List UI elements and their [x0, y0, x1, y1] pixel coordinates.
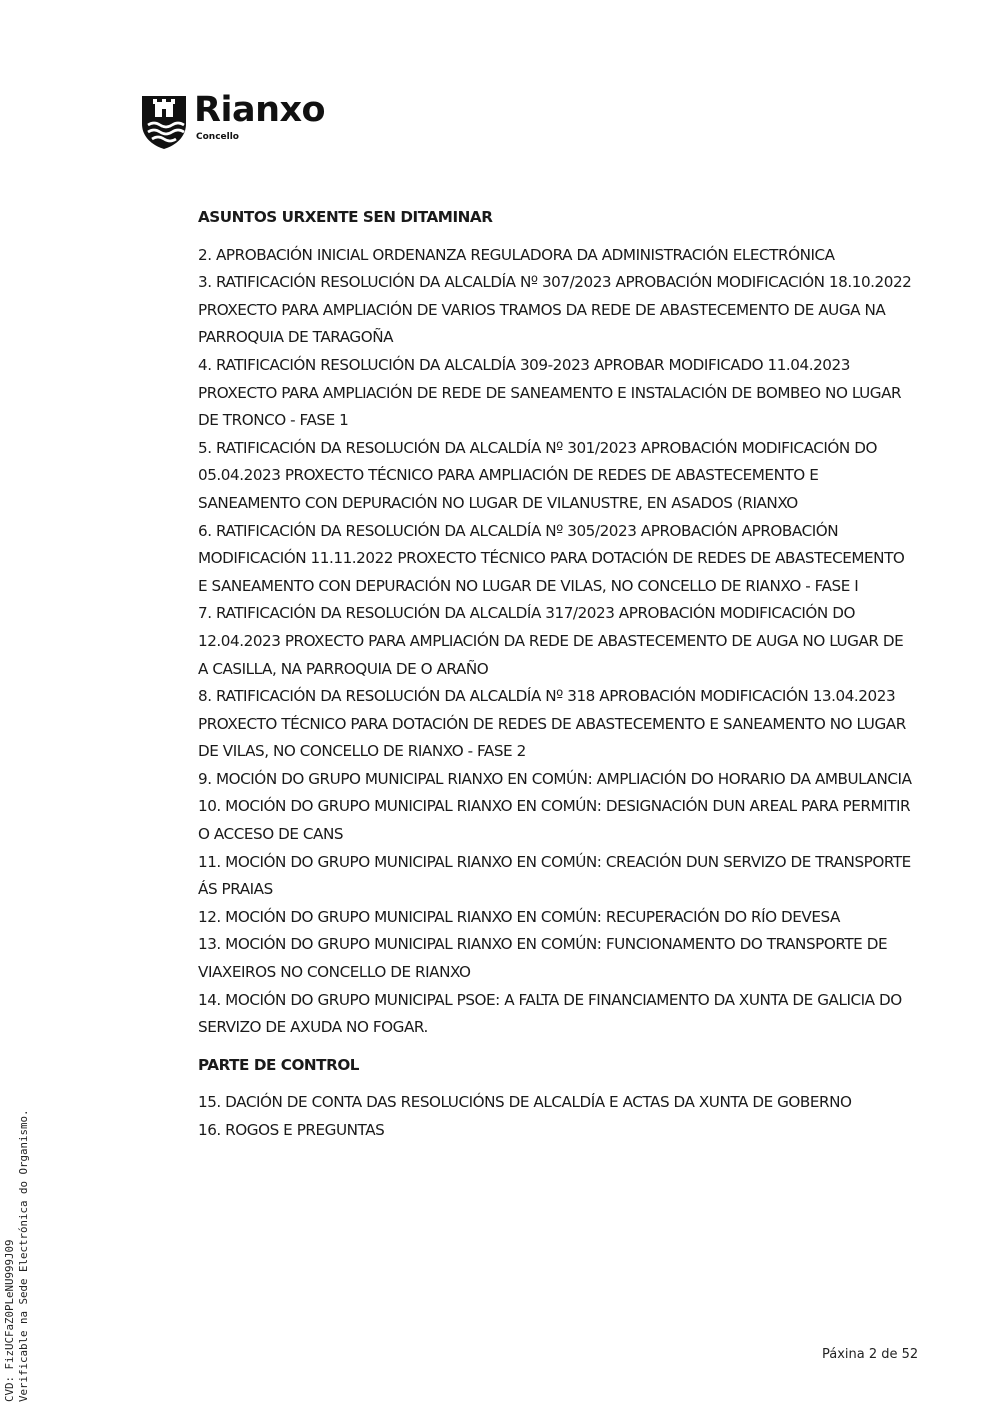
agenda-item: 14. MOCIÓN DO GRUPO MUNICIPAL PSOE: A FALTA DE FINANCIAMENTO DA XUNTA DE GALICIA DO SERVIZO DE AXUDA NO FOGAR.	[198, 990, 902, 1037]
agenda-item: 15. DACIÓN DE CONTA DAS RESOLUCIÓNS DE ALCALDÍA E ACTAS DA XUNTA DE GOBERNO	[198, 1093, 852, 1112]
agenda-item: 6. RATIFICACIÓN DA RESOLUCIÓN DA ALCALDÍA Nº 305/2023 APROBACIÓN APROBACIÓN MODIFICACIÓN 11.11.2022 PROXECTO TÉCNICO PARA DOTACIÓN DE REDES DE ABASTECEMENTO E SANEAMENTO CON DEPURACIÓN NO LUGAR DE VILAS, NO CONCELLO DE RIANXO - FASE I	[198, 521, 905, 595]
agenda-list-control	[198, 1089, 914, 1144]
verification-stamp	[3, 1109, 31, 1402]
agenda-item: 12. MOCIÓN DO GRUPO MUNICIPAL RIANXO EN COMÚN: RECUPERACIÓN DO RÍO DEVESA	[198, 907, 840, 926]
agenda-item: 2. APROBACIÓN INICIAL ORDENANZA REGULADORA DA ADMINISTRACIÓN ELECTRÓNICA	[198, 245, 835, 264]
logo-subtitle: Concello	[196, 132, 239, 142]
concello-logo	[140, 90, 350, 154]
agenda-item: 9. MOCIÓN DO GRUPO MUNICIPAL RIANXO EN COMÚN: AMPLIACIÓN DO HORARIO DA AMBULANCIA	[198, 769, 912, 788]
agenda-item: 16. ROGOS E PREGUNTAS	[198, 1121, 385, 1139]
agenda-item: 4. RATIFICACIÓN RESOLUCIÓN DA ALCALDÍA 309-2023 APROBAR MODIFICADO 11.04.2023 PROXECTO PARA AMPLIACIÓN DE REDE DE SANEAMENTO E INSTALACIÓN DE BOMBEO NO LUGAR DE TRONCO - FASE 1	[198, 355, 902, 430]
agenda-list-urgent	[198, 242, 914, 1042]
section-heading-control: PARTE DE CONTROL	[198, 1055, 360, 1074]
agenda-item: 10. MOCIÓN DO GRUPO MUNICIPAL RIANXO EN COMÚN: DESIGNACIÓN DUN AREAL PARA PERMITIR O ACCESO DE CANS	[198, 797, 911, 844]
agenda-item: 8. RATIFICACIÓN DA RESOLUCIÓN DA ALCALDÍA Nº 318 APROBACIÓN MODIFICACIÓN 13.04.2023 PROXECTO TÉCNICO PARA DOTACIÓN DE REDES DE ABASTECEMENTO E SANEAMENTO NO LUGAR DE VILAS, NO CONCELLO DE RIANXO - FASE 2	[198, 687, 906, 761]
section-heading-urgent: ASUNTOS URXENTE SEN DITAMINAR	[198, 208, 493, 226]
verification-note: Verificable na Sede Electrónica do Organismo.	[17, 1109, 30, 1402]
agenda-item: 11. MOCIÓN DO GRUPO MUNICIPAL RIANXO EN COMÚN: CREACIÓN DUN SERVIZO DE TRANSPORTE ÁS PRAIAS	[198, 852, 911, 899]
agenda-item: 13. MOCIÓN DO GRUPO MUNICIPAL RIANXO EN COMÚN: FUNCIONAMENTO DO TRANSPORTE DE VIAXEIROS NO CONCELLO DE RIANXO	[198, 935, 888, 982]
agenda-item: 7. RATIFICACIÓN DA RESOLUCIÓN DA ALCALDÍA 317/2023 APROBACIÓN MODIFICACIÓN DO 12.04.2023 PROXECTO PARA AMPLIACIÓN DA REDE DE ABASTECEMENTO DE AUGA NO LUGAR DE A CASILLA, NA PARROQUIA DE O ARAÑO	[198, 604, 904, 678]
verification-code: CVD: FizUCFaZ0PLeNU999J09	[3, 1239, 16, 1402]
agenda-item: 3. RATIFICACIÓN RESOLUCIÓN DA ALCALDÍA Nº 307/2023 APROBACIÓN MODIFICACIÓN 18.10.2022 PROXECTO PARA AMPLIACIÓN DE VARIOS TRAMOS DA REDE DE ABASTECEMENTO DE AUGA NA PARROQUIA DE TARAGOÑA	[198, 273, 912, 347]
shield-icon	[140, 94, 188, 150]
page-number: Páxina 2 de 52	[822, 1347, 919, 1362]
logo-wordmark: Rianxo	[194, 90, 326, 130]
agenda-item: 5. RATIFICACIÓN DA RESOLUCIÓN DA ALCALDÍA Nº 301/2023 APROBACIÓN MODIFICACIÓN DO 05.04.2023 PROXECTO TÉCNICO PARA AMPLIACIÓN DE REDES DE ABASTECEMENTO E SANEAMENTO CON DEPURACIÓN NO LUGAR DE VILANUSTRE, EN ASADOS (RIANXO	[198, 438, 877, 512]
document-body	[198, 204, 914, 1145]
